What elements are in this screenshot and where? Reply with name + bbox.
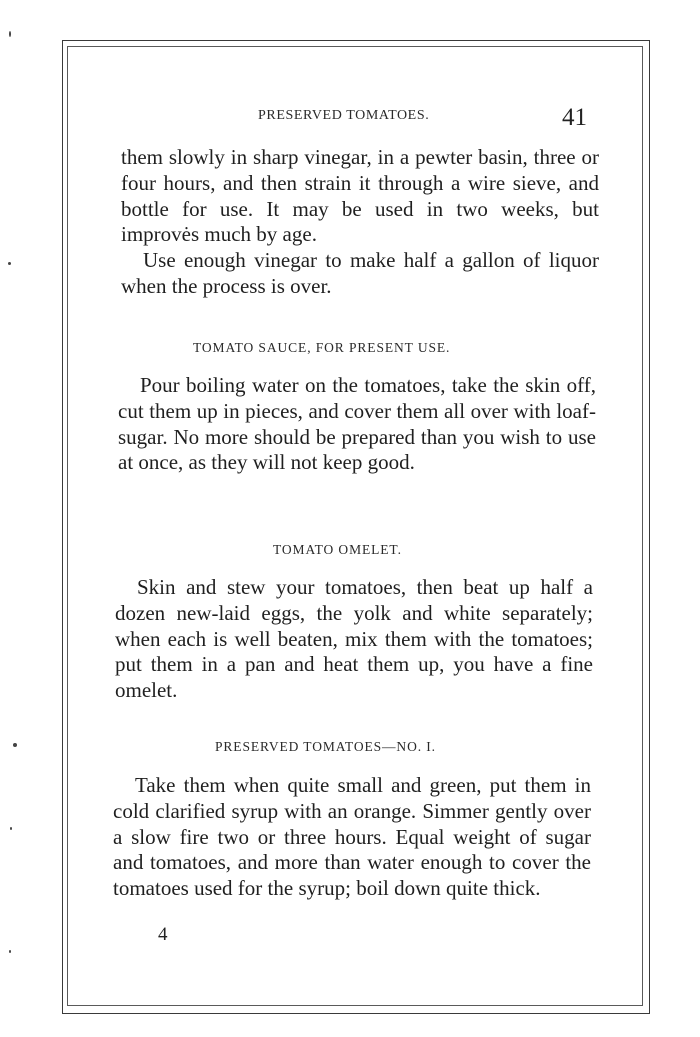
running-head: PRESERVED TOMATOES. <box>258 108 430 123</box>
margin-speck <box>8 262 11 265</box>
paragraph: Pour boiling water on the tomatoes, take the skin off, cut them up in pieces, and cover them all over with loaf-sugar. No more should be prepared than you wish to use at once, as they will not keep good. <box>118 373 596 475</box>
section-heading: TOMATO SAUCE, FOR PRESENT USE. <box>193 340 451 355</box>
page-number: 41 <box>562 104 587 131</box>
paragraph: them slowly in sharp vinegar, in a pewter basin, three or four hours, and then strain it through a wire sieve, and bottle for use. It may be used in two weeks, but improvės much by age. <box>121 145 599 247</box>
margin-speck <box>9 31 11 37</box>
margin-speck <box>9 950 11 953</box>
paragraph: Take them when quite small and green, put them in cold clarified syrup with an orange. Simmer gently over a slow fire two or three hours. Equal weight of sugar and tomatoes, and more than water enough to cover the tomatoes used for the syrup; boil down quite thick. <box>113 773 591 901</box>
paragraph: Skin and stew your tomatoes, then beat up half a dozen new-laid eggs, the yolk and white separately; when each is well beaten, mix them with the tomatoes; put them in a pan and heat them up, you have a fine omelet. <box>115 575 593 703</box>
margin-speck <box>13 743 17 747</box>
recipe-text <box>115 575 593 704</box>
paragraph: Use enough vinegar to make half a gallon of liquor when the process is over. <box>121 248 599 298</box>
recipe-text <box>118 373 596 476</box>
section-heading: PRESERVED TOMATOES—NO. I. <box>215 739 436 754</box>
section-heading: TOMATO OMELET. <box>273 542 402 557</box>
continuation-text <box>121 145 599 300</box>
margin-speck <box>10 827 12 830</box>
signature-mark: 4 <box>158 924 168 945</box>
recipe-text <box>113 773 591 902</box>
